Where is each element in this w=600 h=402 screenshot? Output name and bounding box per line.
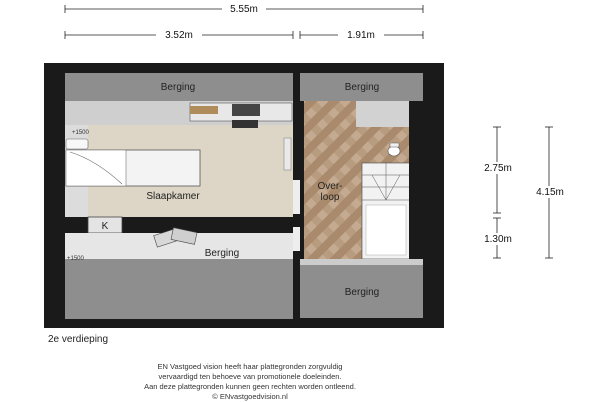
disclaimer — [0, 362, 500, 402]
overloop-label-line2: loop — [320, 192, 340, 203]
stair-height-label: 2.75m — [484, 163, 512, 174]
toilet — [388, 143, 400, 156]
dimension-right-width — [300, 29, 423, 41]
right-width-label: 1.91m — [347, 30, 375, 41]
height-mark-1: +1500 — [72, 130, 89, 136]
disclaimer-line: vervaardigd ten behoeve van promotionele doeleinden. — [158, 372, 342, 381]
dimension-left-width — [65, 29, 293, 41]
floor-title: 2e verdieping — [48, 334, 109, 345]
staircase — [362, 163, 410, 259]
berging-top-left-label: Berging — [160, 82, 196, 93]
wardrobe — [284, 138, 291, 170]
berging-top-right-label: Berging — [344, 82, 380, 93]
dimension-stair-height — [476, 127, 520, 213]
dimension-total-height — [528, 127, 572, 258]
disclaimer-line: Aan deze plattegronden kunnen geen rechten worden ontleend. — [144, 382, 356, 391]
berging-middle-label: Berging — [204, 248, 240, 259]
k-label: K — [101, 221, 109, 232]
berging-bottom-right-label: Berging — [344, 287, 380, 298]
dimension-total-width — [65, 3, 423, 15]
disclaimer-line: EN Vastgoed vision heeft haar plattegronden zorgvuldig — [157, 362, 343, 371]
overloop-label-line1: Over- — [317, 181, 343, 192]
height-mark-2: +1500 — [67, 256, 84, 262]
disclaimer-line: © ENvastgoedvision.nl — [212, 392, 288, 401]
slaapkamer-label: Slaapkamer — [146, 191, 200, 202]
left-width-label: 3.52m — [165, 30, 193, 41]
dimension-lower-height — [476, 218, 520, 258]
total-width-label: 5.55m — [230, 4, 258, 15]
total-height-label: 4.15m — [536, 187, 564, 198]
lower-height-label: 1.30m — [484, 234, 512, 245]
